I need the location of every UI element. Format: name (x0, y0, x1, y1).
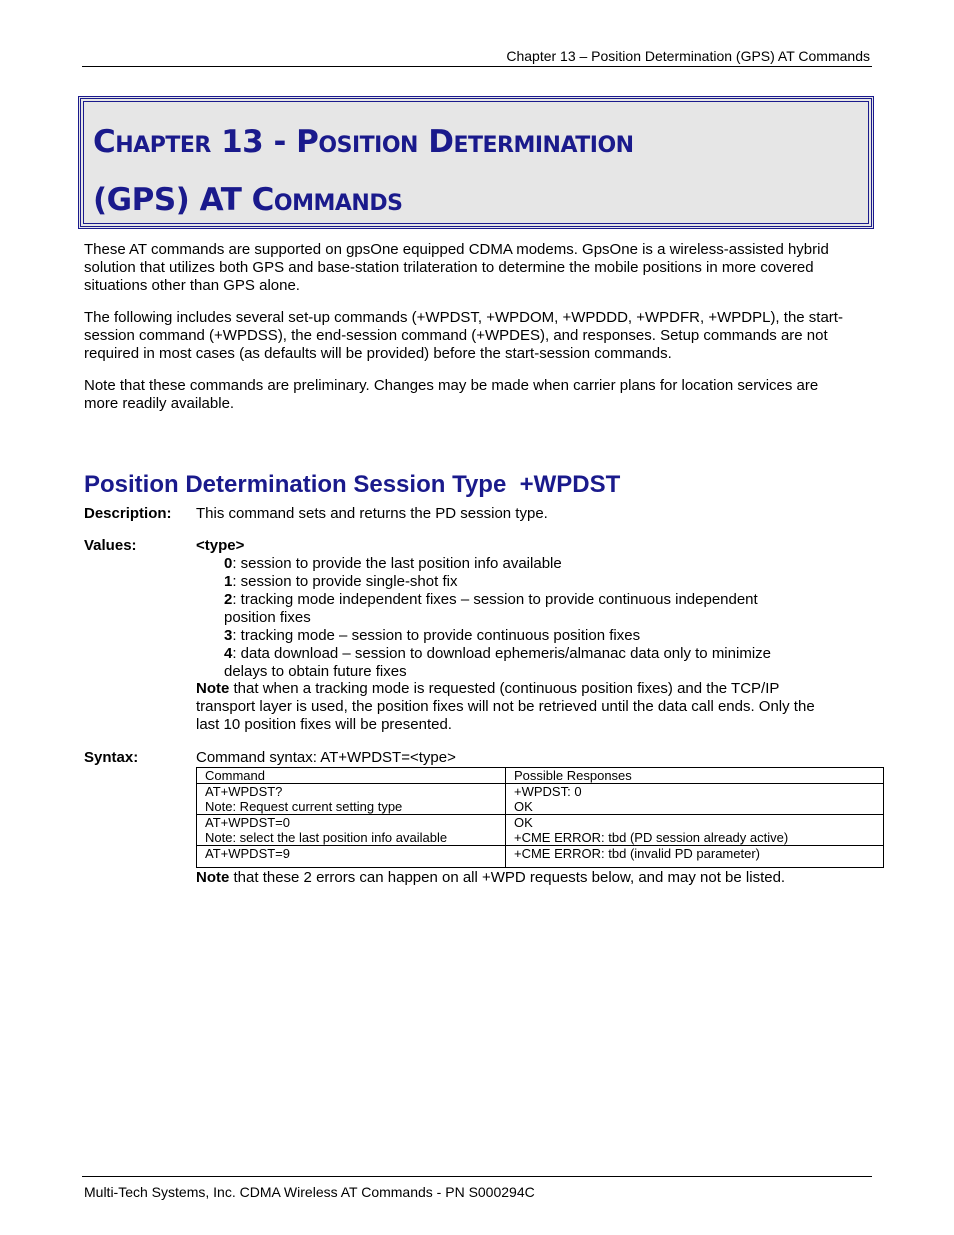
command-cell (197, 815, 506, 846)
value-item (224, 591, 804, 627)
value-item (224, 555, 824, 573)
command-cell (197, 846, 506, 868)
value-text: : session to provide the last position info available (232, 555, 562, 572)
intro-paragraph-1: These AT commands are supported on gpsOne equipped CDMA modems. GpsOne is a wireless-assisted hybrid solution that utilizes both GPS and base-station trilateration to determine the mobile positions in more covered situations other than GPS alone. (84, 241, 829, 294)
running-header: Chapter 13 – Position Determination (GPS) AT Commands (506, 48, 870, 64)
command-note: Note: select the last position info available (205, 830, 448, 845)
response-line: +CME ERROR: tbd (invalid PD parameter) (514, 846, 760, 861)
response-cell (506, 815, 884, 846)
response-line: +WPDST: 0 (514, 784, 582, 799)
value-item (224, 627, 824, 645)
column-header-command: Command (197, 768, 506, 784)
command-note: Note: Request current setting type (205, 799, 403, 814)
syntax-text: Command syntax: AT+WPDST=<type> (196, 749, 456, 766)
description-label: Description: (84, 505, 172, 522)
value-item (224, 573, 824, 591)
command-text: AT+WPDST? (205, 784, 283, 799)
intro-paragraph-2: The following includes several set-up commands (+WPDST, +WPDOM, +WPDDD, +WPDFR, +WPDPL), the start-session command (+WPDSS), the end-session command (+WPDES), and responses. Setup commands are not required in most cases (as defaults will be provided) before the start-session commands. (84, 309, 843, 362)
command-text: AT+WPDST=0 (205, 815, 291, 830)
command-table (196, 767, 884, 868)
syntax-label: Syntax: (84, 749, 139, 766)
tracking-note (196, 680, 824, 734)
response-line: OK (514, 799, 533, 814)
chapter-title (93, 113, 634, 229)
response-cell (506, 784, 884, 815)
value-code: 0 (224, 555, 233, 572)
value-code: 2 (224, 591, 233, 608)
header-divider (82, 66, 872, 67)
command-text: AT+WPDST=9 (205, 846, 291, 861)
table-row (197, 784, 884, 815)
value-text: : tracking mode independent fixes – session to provide continuous independent position fixes (224, 591, 758, 626)
value-code: 3 (224, 627, 233, 644)
value-text: : tracking mode – session to provide continuous position fixes (232, 627, 641, 644)
note-text: that when a tracking mode is requested (continuous position fixes) and the TCP/IP transport layer is used, the position fixes will not be retrieved until the data call ends. Only the last 10 position fixes will be presented. (196, 680, 815, 733)
page-footer: Multi-Tech Systems, Inc. CDMA Wireless AT Commands - PN S000294C (84, 1184, 535, 1200)
footer-divider (82, 1176, 872, 1177)
values-param: <type> (196, 537, 245, 554)
response-line: +CME ERROR: tbd (PD session already active) (514, 830, 789, 845)
value-text: : data download – session to download ephemeris/almanac data only to minimize delays to obtain future fixes (224, 645, 771, 680)
command-cell (197, 784, 506, 815)
table-row (197, 846, 884, 868)
note-label: Note (196, 869, 230, 886)
value-item (224, 645, 814, 681)
note-label: Note (196, 680, 230, 697)
chapter-title-line2: (GPS) AT Commands (93, 182, 403, 218)
value-code: 1 (224, 573, 233, 590)
description-text: This command sets and returns the PD session type. (196, 505, 548, 522)
intro-paragraph-3: Note that these commands are preliminary. Changes may be made when carrier plans for location services are more readily available. (84, 377, 819, 412)
value-text: : session to provide single-shot fix (232, 573, 458, 590)
value-code: 4 (224, 645, 233, 662)
chapter-title-line1: Chapter 13 - Position Determination (93, 124, 634, 160)
section-heading: Position Determination Session Type +WPDST (84, 471, 621, 498)
values-label: Values: (84, 537, 137, 554)
chapter-title-box (78, 96, 874, 229)
table-row (197, 815, 884, 846)
note-text: that these 2 errors can happen on all +WPD requests below, and may not be listed. (229, 869, 786, 886)
column-header-responses: Possible Responses (506, 768, 884, 784)
response-cell (506, 846, 884, 868)
response-line: OK (514, 815, 533, 830)
table-header-row (197, 768, 884, 784)
errors-note (196, 869, 876, 887)
